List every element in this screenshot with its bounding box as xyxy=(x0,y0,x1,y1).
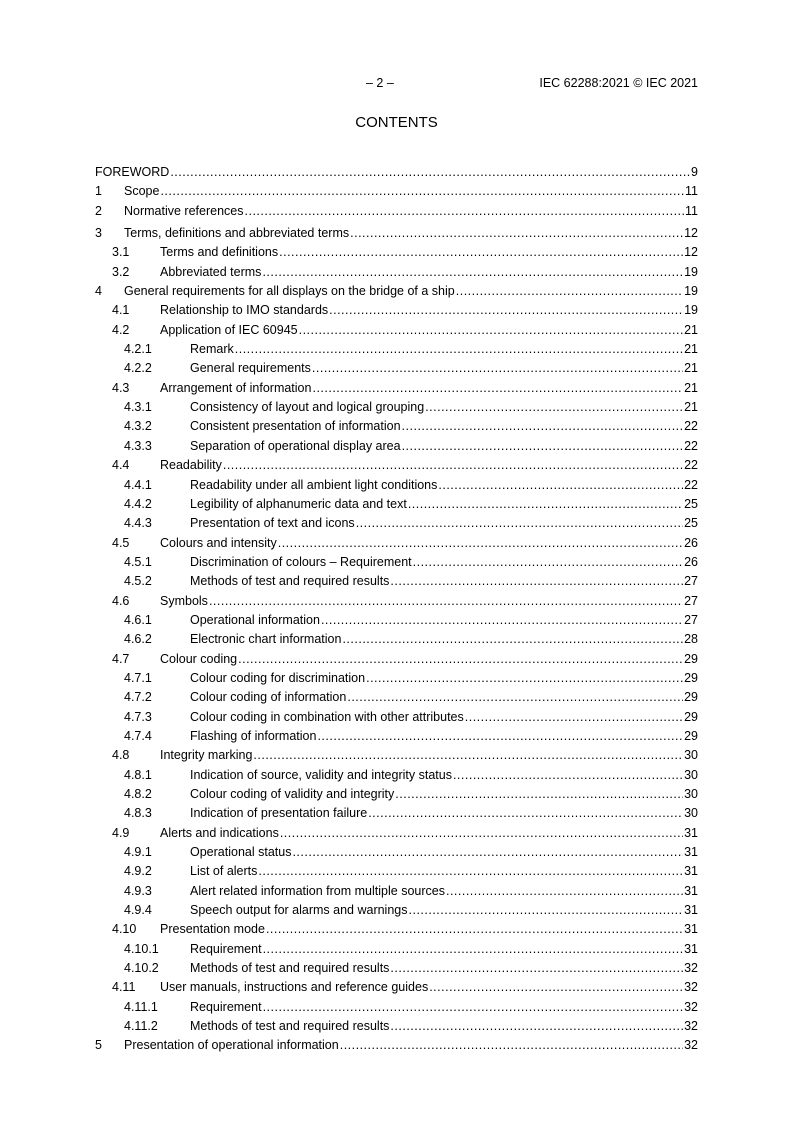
toc-entry-page: 25 xyxy=(684,516,698,531)
toc-entry[interactable] xyxy=(95,630,698,649)
toc-entry[interactable] xyxy=(95,882,698,901)
toc-entry-page: 32 xyxy=(684,999,698,1014)
toc-leader-dots xyxy=(329,301,683,320)
toc-entry-number: 4.6 xyxy=(112,593,130,608)
toc-entry-page: 31 xyxy=(684,864,698,879)
toc-entry-page: 22 xyxy=(684,438,698,453)
toc-entry-page: 29 xyxy=(684,709,698,724)
toc-entry-page: 12 xyxy=(684,226,698,241)
toc-entry-number: 4.7.1 xyxy=(124,670,152,685)
page-number: – 2 – xyxy=(366,76,394,90)
toc-entry-number: 4.3.1 xyxy=(124,400,152,415)
toc-entry-page: 9 xyxy=(691,165,698,179)
toc-entry[interactable] xyxy=(95,301,698,320)
toc-leader-dots xyxy=(356,514,683,533)
toc-entry-page: 30 xyxy=(684,806,698,821)
toc-entry-number: 4.7 xyxy=(112,651,130,666)
toc-entry-number: 4.2.1 xyxy=(124,342,152,357)
toc-entry-title: Colour coding of information xyxy=(190,690,347,705)
toc-entry-number: 4.2.2 xyxy=(124,361,152,376)
toc-leader-dots xyxy=(390,572,683,591)
toc-entry-page: 21 xyxy=(684,361,698,376)
toc-entry[interactable] xyxy=(95,978,698,997)
toc-entry-number: 4.8.2 xyxy=(124,787,152,801)
toc-entry-number: 4.7.2 xyxy=(124,690,152,705)
toc-entry-page: 27 xyxy=(684,574,698,589)
toc-entry-page: 21 xyxy=(684,400,698,415)
toc-entry[interactable] xyxy=(95,727,698,746)
toc-entry[interactable] xyxy=(95,321,698,340)
toc-leader-dots xyxy=(312,379,683,398)
toc-entry[interactable] xyxy=(95,708,698,727)
toc-entry-number: 4.5.2 xyxy=(124,574,152,589)
toc-entry-number: 4.9.3 xyxy=(124,883,152,898)
toc-entry-page: 30 xyxy=(684,787,698,801)
toc-entry[interactable] xyxy=(95,514,698,533)
toc-leader-dots xyxy=(429,978,683,997)
toc-leader-dots xyxy=(390,1017,683,1036)
toc-entry-number: 4.6.1 xyxy=(124,612,152,627)
toc-entry-page: 19 xyxy=(684,303,698,318)
toc-entry-title: Readability xyxy=(160,458,222,473)
toc-entry-title: List of alerts xyxy=(190,864,258,879)
toc-entry-title: Methods of test and required results xyxy=(190,961,390,976)
toc-entry-number: 4.7.4 xyxy=(124,728,152,743)
toc-entry-number: 3.1 xyxy=(112,245,130,260)
toc-entry-number: 4.3.3 xyxy=(124,438,152,453)
toc-entry-page: 19 xyxy=(684,284,698,299)
toc-leader-dots xyxy=(317,727,683,746)
toc-leader-dots xyxy=(342,630,683,649)
toc-entry-title: Presentation mode xyxy=(160,922,265,937)
toc-entry-title: Application of IEC 60945 xyxy=(160,322,298,337)
toc-entry-number: 1 xyxy=(95,184,102,199)
toc-entry-page: 21 xyxy=(684,380,698,395)
toc-leader-dots xyxy=(438,476,683,495)
toc-entry-title: Integrity marking xyxy=(160,748,253,763)
toc-entry-number: 4.5 xyxy=(112,535,130,550)
toc-entry-page: 30 xyxy=(684,767,698,782)
toc-entry-number: 4.10.1 xyxy=(124,941,159,956)
toc-entry-number: 4.9 xyxy=(112,825,130,840)
toc-entry[interactable] xyxy=(95,746,698,765)
toc-entry[interactable] xyxy=(95,766,698,785)
toc-entry-title: Relationship to IMO standards xyxy=(160,303,329,318)
toc-entry-page: 29 xyxy=(684,690,698,705)
toc-entry-title: Indication of presentation failure xyxy=(190,806,368,821)
toc-leader-dots xyxy=(368,804,683,823)
toc-entry-title: Colour coding xyxy=(160,651,238,666)
toc-entry-number: 4.4.1 xyxy=(124,477,152,492)
toc-entry-number: 4.11.2 xyxy=(124,1019,158,1034)
toc-entry[interactable] xyxy=(95,920,698,939)
toc-leader-dots xyxy=(262,263,683,282)
toc-entry-title: Requirement xyxy=(190,941,262,956)
toc-entry[interactable] xyxy=(95,553,698,572)
toc-entry-number: 4.2 xyxy=(112,322,130,337)
toc-entry-number: 2 xyxy=(95,203,102,218)
toc-entry[interactable] xyxy=(95,804,698,823)
toc-leader-dots xyxy=(170,163,690,182)
toc-entry-number: 4.9.2 xyxy=(124,864,152,879)
toc-leader-dots xyxy=(292,843,683,862)
toc-leader-dots xyxy=(266,920,683,939)
toc-entry-page: 29 xyxy=(684,728,698,743)
toc-entry-title: Operational information xyxy=(190,612,320,627)
toc-leader-dots xyxy=(245,202,685,221)
toc-entry-page: 32 xyxy=(684,961,698,976)
toc-entry-number: 4.11.1 xyxy=(124,999,158,1014)
toc-leader-dots xyxy=(280,824,683,843)
toc-entry-number: 4.3.2 xyxy=(124,419,152,434)
toc-entry-title: Terms, definitions and abbreviated terms xyxy=(124,226,350,241)
table-of-contents xyxy=(95,163,698,1056)
toc-entry-title: Flashing of information xyxy=(190,728,317,743)
toc-entry-number: 4.1 xyxy=(112,303,130,318)
toc-entry-page: 31 xyxy=(684,845,698,860)
toc-entry-page: 11 xyxy=(685,184,698,199)
toc-entry-number: 4.9.1 xyxy=(124,845,152,860)
toc-entry-page: 22 xyxy=(684,477,698,492)
toc-leader-dots xyxy=(465,708,683,727)
toc-entry[interactable] xyxy=(95,1017,698,1036)
toc-entry-number: 4.11 xyxy=(112,980,136,995)
toc-leader-dots xyxy=(321,611,683,630)
toc-entry-title: Methods of test and required results xyxy=(190,574,390,589)
toc-entry-number: 4.4.2 xyxy=(124,496,152,511)
toc-entry[interactable] xyxy=(95,843,698,862)
toc-entry-title: Arrangement of information xyxy=(160,380,312,395)
toc-entry-title: Methods of test and required results xyxy=(190,1019,390,1034)
toc-entry-page: 28 xyxy=(684,632,698,647)
toc-entry-page: 30 xyxy=(684,748,698,763)
toc-entry-title: Normative references xyxy=(124,203,244,218)
toc-entry[interactable] xyxy=(95,282,698,301)
toc-entry-title: Symbols xyxy=(160,593,208,608)
toc-leader-dots xyxy=(312,359,683,378)
toc-entry-page: 31 xyxy=(684,922,698,937)
toc-entry[interactable] xyxy=(95,417,698,436)
toc-leader-dots xyxy=(347,688,683,707)
toc-entry[interactable] xyxy=(95,379,698,398)
toc-entry-page: 12 xyxy=(684,245,698,260)
toc-entry-page: 25 xyxy=(684,496,698,511)
toc-entry[interactable] xyxy=(95,824,698,843)
page-title: CONTENTS xyxy=(355,114,438,131)
toc-entry[interactable] xyxy=(95,862,698,881)
toc-entry-title: User manuals, instructions and reference guides xyxy=(160,980,429,995)
toc-entry[interactable] xyxy=(95,592,698,611)
toc-entry-number: 4.3 xyxy=(112,380,130,395)
toc-leader-dots xyxy=(299,321,684,340)
toc-entry-title: FOREWORD xyxy=(95,165,170,179)
toc-entry[interactable] xyxy=(95,572,698,591)
toc-entry-page: 32 xyxy=(684,1019,698,1034)
toc-entry-title: Colours and intensity xyxy=(160,535,277,550)
toc-entry-number: 4.8 xyxy=(112,748,130,763)
toc-entry[interactable] xyxy=(95,959,698,978)
toc-entry-page: 32 xyxy=(684,1038,698,1053)
toc-entry[interactable] xyxy=(95,263,698,282)
toc-leader-dots xyxy=(278,534,683,553)
toc-leader-dots xyxy=(350,224,683,243)
toc-entry-title: Consistency of layout and logical grouping xyxy=(190,400,425,415)
toc-leader-dots xyxy=(279,243,683,262)
toc-entry-title: Colour coding for discrimination xyxy=(190,670,366,685)
toc-entry-title: Legibility of alphanumeric data and text xyxy=(190,496,407,511)
toc-entry-page: 31 xyxy=(684,941,698,956)
toc-entry[interactable] xyxy=(95,340,698,359)
toc-entry[interactable] xyxy=(95,1036,698,1055)
toc-entry[interactable] xyxy=(95,688,698,707)
page-header xyxy=(95,76,698,92)
toc-leader-dots xyxy=(402,437,684,456)
toc-entry-page: 21 xyxy=(684,342,698,357)
toc-entry-title: Readability under all ambient light conditions xyxy=(190,477,438,492)
toc-leader-dots xyxy=(340,1036,683,1055)
toc-entry[interactable] xyxy=(95,437,698,456)
toc-entry-title: Separation of operational display area xyxy=(190,438,401,453)
toc-leader-dots xyxy=(408,495,683,514)
toc-leader-dots xyxy=(456,282,683,301)
toc-leader-dots xyxy=(223,456,683,475)
toc-entry[interactable] xyxy=(95,398,698,417)
toc-leader-dots xyxy=(263,940,684,959)
toc-entry-page: 32 xyxy=(684,980,698,995)
toc-entry-page: 11 xyxy=(685,203,698,218)
toc-leader-dots xyxy=(402,417,684,436)
toc-entry-number: 4.8.1 xyxy=(124,767,152,782)
toc-entry-page: 22 xyxy=(684,419,698,434)
toc-entry[interactable] xyxy=(95,243,698,262)
document-reference: IEC 62288:2021 © IEC 2021 xyxy=(539,76,698,90)
toc-entry-number: 4 xyxy=(95,284,102,299)
toc-entry-page: 22 xyxy=(684,458,698,473)
toc-leader-dots xyxy=(453,766,683,785)
toc-entry-page: 27 xyxy=(684,593,698,608)
toc-leader-dots xyxy=(366,669,683,688)
toc-entry-number: 3 xyxy=(95,226,102,241)
toc-entry-page: 31 xyxy=(684,903,698,918)
toc-entry-number: 5 xyxy=(95,1038,102,1053)
toc-entry-number: 4.7.3 xyxy=(124,709,152,724)
toc-entry-page: 31 xyxy=(684,883,698,898)
toc-entry-number: 4.4.3 xyxy=(124,516,152,531)
toc-entry-title: Operational status xyxy=(190,845,292,860)
toc-leader-dots xyxy=(235,340,683,359)
toc-leader-dots xyxy=(409,901,684,920)
toc-entry-number: 4.5.1 xyxy=(124,554,152,569)
toc-entry-page: 21 xyxy=(684,322,698,337)
toc-entry[interactable] xyxy=(95,650,698,669)
toc-leader-dots xyxy=(390,959,683,978)
toc-leader-dots xyxy=(395,785,683,804)
toc-entry-page: 26 xyxy=(684,554,698,569)
toc-entry-number: 4.4 xyxy=(112,458,130,473)
toc-entry[interactable] xyxy=(95,182,698,201)
toc-entry-page: 27 xyxy=(684,612,698,627)
toc-leader-dots xyxy=(263,998,684,1017)
toc-entry-title: General requirements for all displays on the bridge of a ship xyxy=(124,284,455,299)
toc-entry-number: 4.10 xyxy=(112,922,137,937)
toc-entry-title: Terms and definitions xyxy=(160,245,279,260)
toc-entry-title: Alert related information from multiple sources xyxy=(190,883,445,898)
toc-entry[interactable] xyxy=(95,534,698,553)
toc-entry-title: Consistent presentation of information xyxy=(190,419,401,434)
toc-leader-dots xyxy=(425,398,683,417)
toc-entry-title: Scope xyxy=(124,184,160,199)
toc-leader-dots xyxy=(253,746,683,765)
toc-leader-dots xyxy=(413,553,683,572)
toc-leader-dots xyxy=(238,650,683,669)
toc-entry-title: Alerts and indications xyxy=(160,825,279,840)
toc-entry[interactable] xyxy=(95,495,698,514)
toc-entry[interactable] xyxy=(95,901,698,920)
toc-entry-number: 4.6.2 xyxy=(124,632,152,647)
toc-entry-title: General requirements xyxy=(190,361,311,376)
toc-entry-number: 4.9.4 xyxy=(124,903,152,918)
toc-entry-title: Presentation of operational information xyxy=(124,1038,339,1053)
toc-leader-dots xyxy=(160,182,684,201)
toc-entry[interactable] xyxy=(95,202,698,221)
toc-entry-title: Discrimination of colours – Requirement xyxy=(190,554,412,569)
toc-entry-title: Remark xyxy=(190,342,234,357)
toc-entry[interactable] xyxy=(95,163,698,182)
toc-entry[interactable] xyxy=(95,456,698,475)
toc-entry[interactable] xyxy=(95,998,698,1017)
toc-entry-number: 4.10.2 xyxy=(124,961,159,976)
toc-entry-page: 26 xyxy=(684,535,698,550)
toc-entry-title: Colour coding in combination with other attributes xyxy=(190,709,464,724)
toc-entry[interactable] xyxy=(95,224,698,243)
toc-entry-page: 31 xyxy=(684,825,698,840)
toc-entry-page: 19 xyxy=(684,264,698,279)
toc-entry-title: Indication of source, validity and integrity status xyxy=(190,767,452,782)
toc-leader-dots xyxy=(209,592,683,611)
toc-leader-dots xyxy=(258,862,683,881)
toc-entry-title: Speech output for alarms and warnings xyxy=(190,903,408,918)
toc-entry[interactable] xyxy=(95,359,698,378)
toc-entry-title: Colour coding of validity and integrity xyxy=(190,787,395,801)
toc-entry-number: 4.8.3 xyxy=(124,806,152,821)
toc-leader-dots xyxy=(446,882,683,901)
toc-entry[interactable] xyxy=(95,785,698,804)
toc-entry[interactable] xyxy=(95,611,698,630)
toc-entry-number: 3.2 xyxy=(112,264,130,279)
toc-entry[interactable] xyxy=(95,669,698,688)
toc-entry-title: Abbreviated terms xyxy=(160,264,262,279)
toc-entry-page: 29 xyxy=(684,651,698,666)
toc-entry-title: Presentation of text and icons xyxy=(190,516,355,531)
toc-entry[interactable] xyxy=(95,476,698,495)
toc-entry-page: 29 xyxy=(684,670,698,685)
toc-entry[interactable] xyxy=(95,940,698,959)
toc-entry-title: Requirement xyxy=(190,999,262,1014)
toc-entry-title: Electronic chart information xyxy=(190,632,342,647)
